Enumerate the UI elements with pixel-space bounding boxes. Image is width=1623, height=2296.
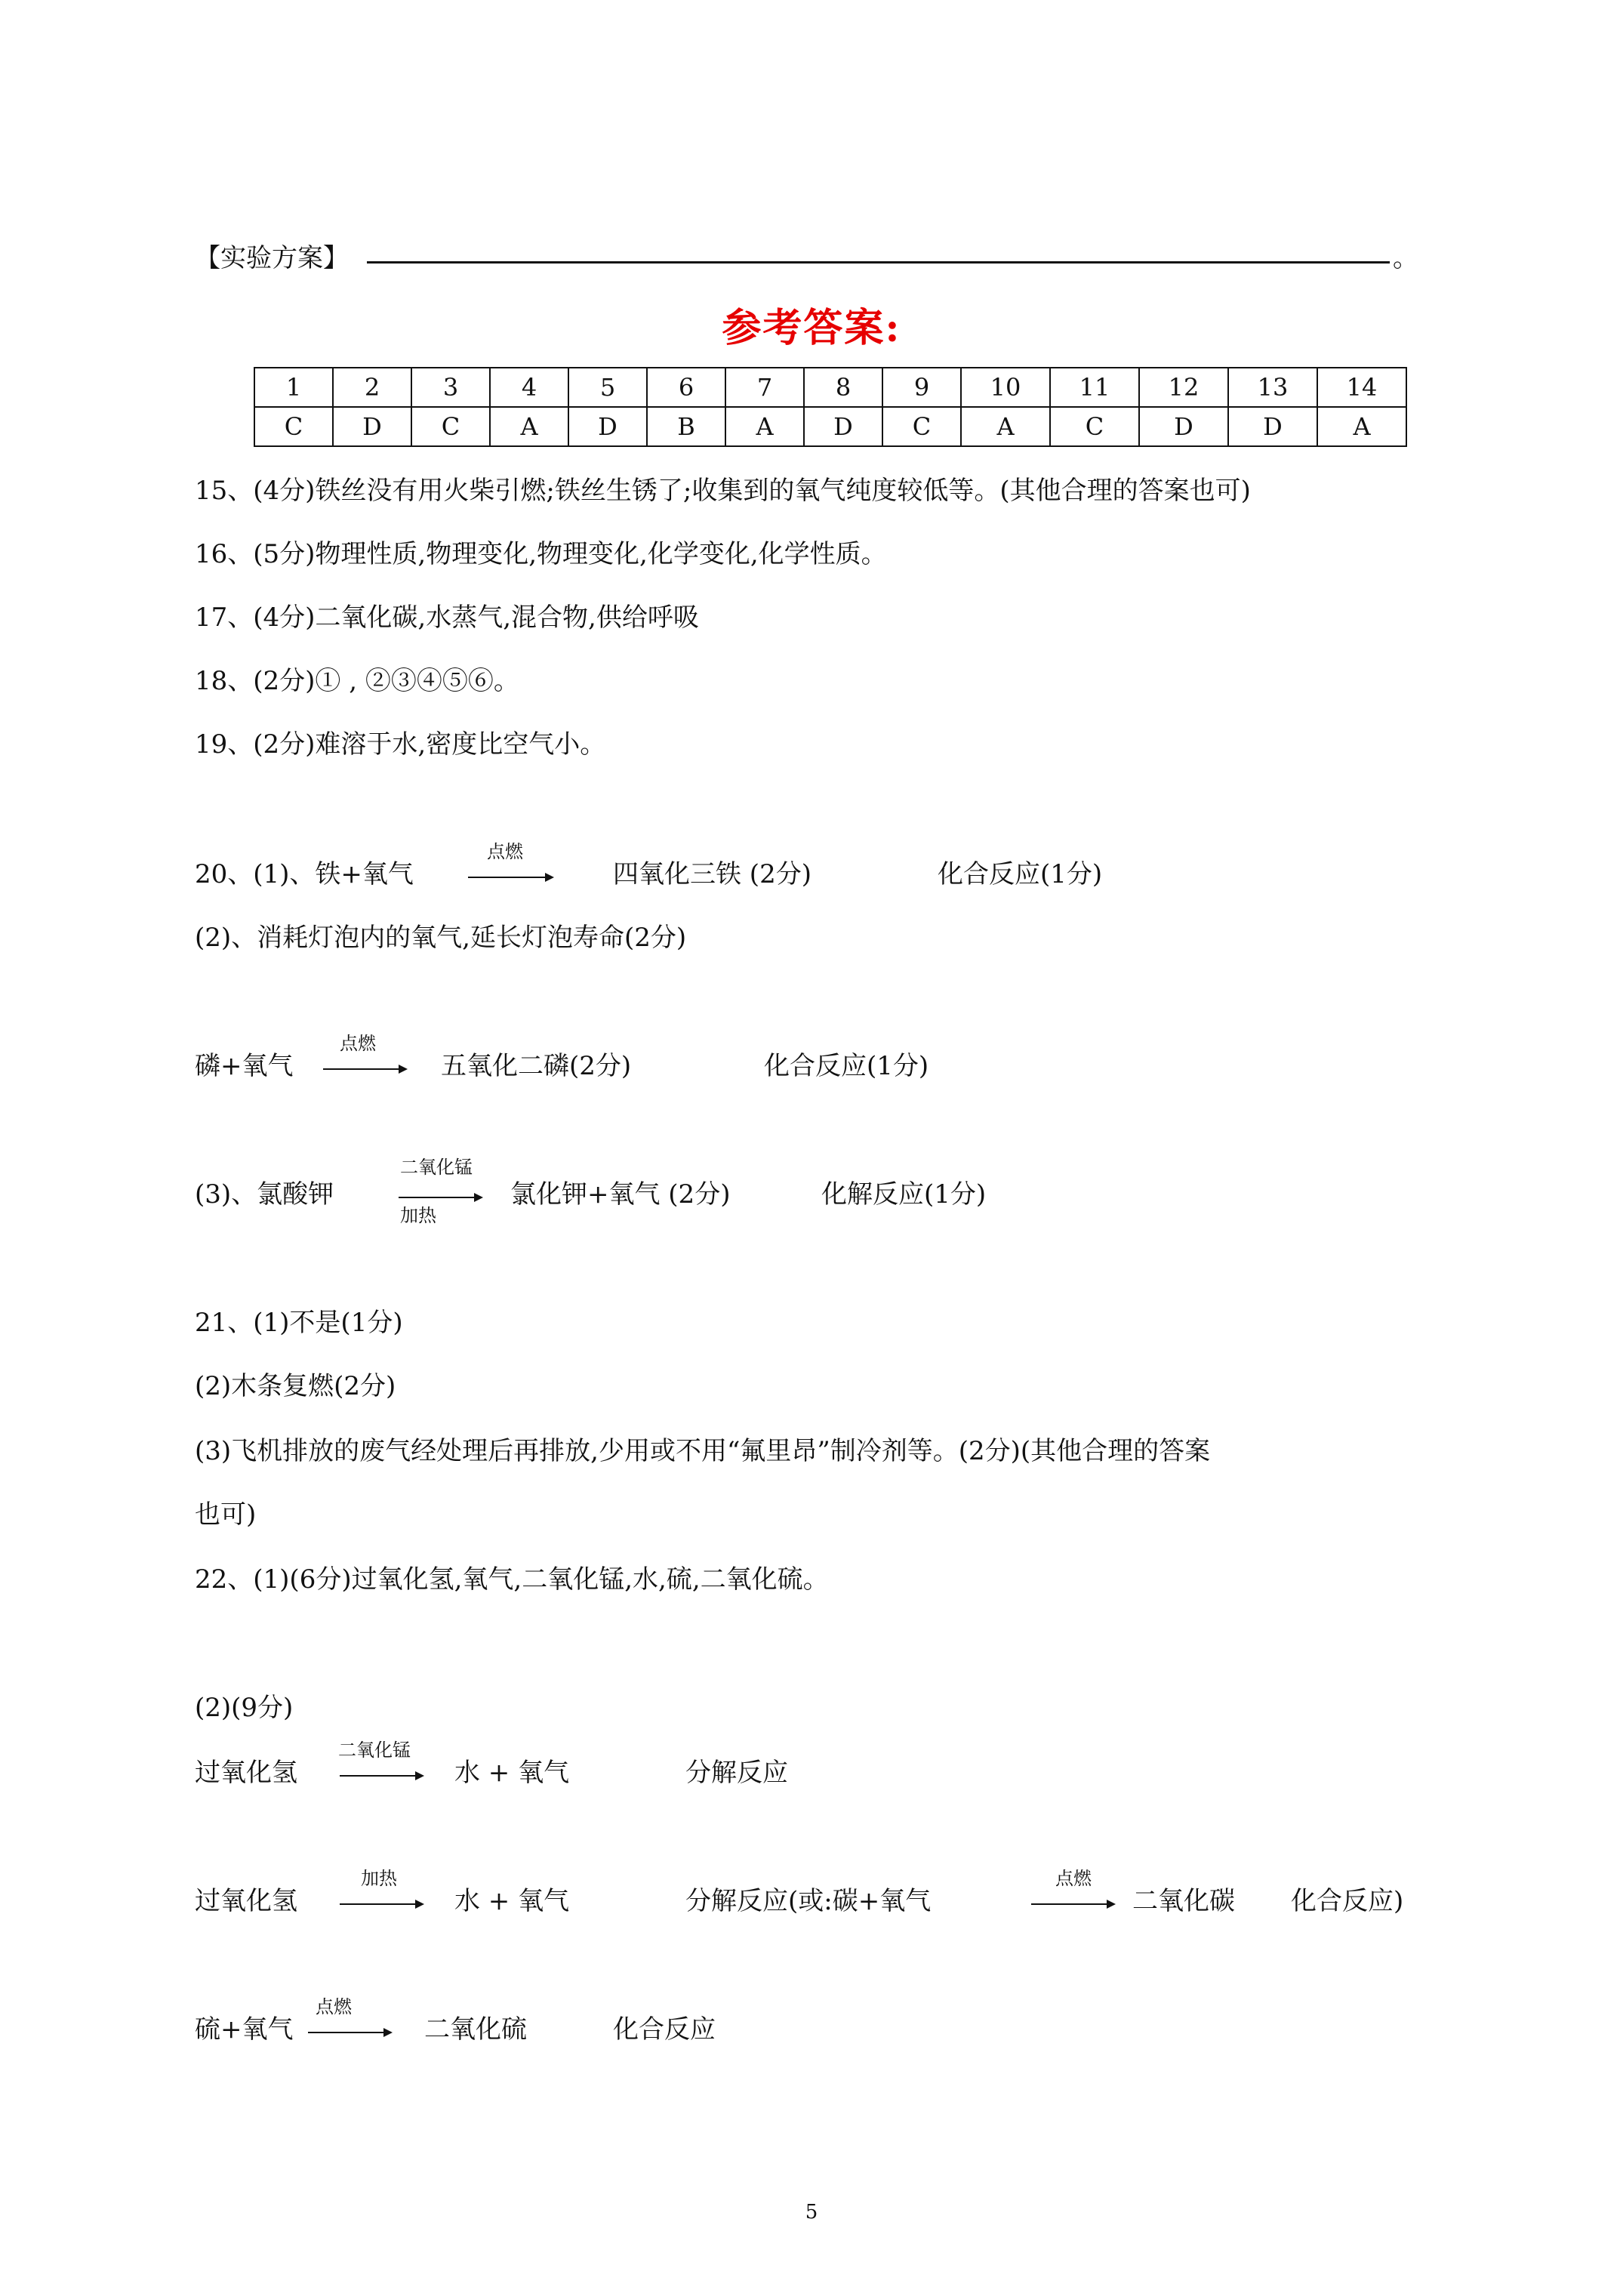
reaction-1-type: 分解反应	[685, 1758, 788, 1788]
answer-20-line3-reactants: 磷+氧气	[195, 1051, 294, 1081]
answer-19: 19、(2分)难溶于水,密度比空气小。	[195, 729, 606, 760]
answer-title: 参考答案:	[722, 305, 901, 351]
answer-21-line2: (2)木条复燃(2分)	[195, 1371, 396, 1401]
answer-20-line1-product: 四氧化三铁 (2分)	[613, 859, 812, 889]
answer-21-line1: 21、(1)不是(1分)	[195, 1308, 403, 1338]
answer-20-line4-type: 化解反应(1分)	[821, 1179, 987, 1210]
table-cell: 12	[1139, 368, 1228, 407]
reaction-condition: 二氧化锰	[338, 1740, 411, 1761]
table-cell: D	[804, 407, 882, 446]
answer-20-line1-reactants: 20、(1)、铁+氧气	[195, 859, 414, 889]
reaction-2-reactants: 过氧化氢	[195, 1886, 297, 1916]
reaction-arrow-icon	[468, 877, 553, 878]
plan-label: 【实验方案】	[195, 243, 349, 273]
table-cell: B	[647, 407, 725, 446]
reaction-arrow-icon	[340, 1775, 423, 1777]
reaction-3-type: 化合反应	[613, 2014, 716, 2045]
reaction-condition: 点燃	[1055, 1868, 1092, 1889]
answer-20-line2: (2)、消耗灯泡内的氧气,延长灯泡寿命(2分)	[195, 923, 687, 953]
table-cell: 8	[804, 368, 882, 407]
reaction-2-alt-product: 二氧化碳	[1132, 1886, 1235, 1916]
reaction-1-products: 水 + 氧气	[454, 1758, 570, 1788]
reaction-2-alt-type: 化合反应)	[1291, 1886, 1404, 1916]
reaction-condition: 点燃	[487, 841, 523, 862]
answer-22-line1: 22、(1)(6分)过氧化氢,氧气,二氧化锰,水,硫,二氧化硫。	[195, 1564, 829, 1595]
reaction-condition: 点燃	[316, 1996, 352, 2017]
table-cell: 14	[1317, 368, 1406, 407]
table-cell: A	[725, 407, 804, 446]
answer-20-line4-reactants: (3)、氯酸钾	[195, 1179, 334, 1210]
answer-16: 16、(5分)物理性质,物理变化,物理变化,化学变化,化学性质。	[195, 539, 887, 569]
answer-20-line4-product: 氯化钾+氧气 (2分)	[510, 1179, 731, 1210]
reaction-2-products: 水 + 氧气	[454, 1886, 570, 1916]
answer-20-line3-product: 五氧化二磷(2分)	[441, 1051, 632, 1081]
page-number: 5	[805, 2201, 818, 2224]
table-cell: 11	[1050, 368, 1139, 407]
reaction-2-type: 分解反应(或:碳+氧气	[685, 1886, 932, 1916]
table-cell: C	[1050, 407, 1139, 446]
answer-22-line2: (2)(9分)	[195, 1693, 294, 1723]
table-cell: 1	[254, 368, 333, 407]
answer-21-line3: (3)飞机排放的废气经处理后再排放,少用或不用“氟里昂”制冷剂等。(2分)(其他合理的答案	[195, 1436, 1211, 1466]
table-cell: 9	[882, 368, 961, 407]
reaction-1-reactants: 过氧化氢	[195, 1758, 297, 1788]
table-cell: C	[882, 407, 961, 446]
table-cell: D	[1139, 407, 1228, 446]
answer-21-line4: 也可)	[195, 1499, 257, 1530]
table-cell: A	[961, 407, 1050, 446]
reaction-condition: 加热	[361, 1868, 397, 1889]
table-cell: 6	[647, 368, 725, 407]
reaction-arrow-icon	[1031, 1903, 1114, 1905]
table-cell: D	[333, 407, 411, 446]
reaction-condition-heat: 加热	[400, 1205, 436, 1226]
reaction-arrow-icon	[340, 1903, 423, 1905]
reaction-arrow-icon	[399, 1197, 482, 1198]
table-cell: 7	[725, 368, 804, 407]
reaction-arrow-icon	[308, 2032, 391, 2033]
answer-20-line1-type: 化合反应(1分)	[938, 859, 1103, 889]
table-cell: 4	[490, 368, 568, 407]
answer-table	[254, 367, 1407, 447]
reaction-condition-catalyst: 二氧化锰	[400, 1157, 473, 1178]
table-cell: 2	[333, 368, 411, 407]
table-row-answers	[254, 407, 1406, 446]
table-cell: A	[490, 407, 568, 446]
table-cell: C	[254, 407, 333, 446]
answer-20-line3-type: 化合反应(1分)	[764, 1051, 929, 1081]
table-cell: 13	[1228, 368, 1317, 407]
table-cell: D	[1228, 407, 1317, 446]
reaction-3-reactants: 硫+氧气	[195, 2014, 294, 2045]
reaction-arrow-icon	[323, 1068, 406, 1070]
table-cell: A	[1317, 407, 1406, 446]
answer-17: 17、(4分)二氧化碳,水蒸气,混合物,供给呼吸	[195, 603, 699, 633]
plan-answer-line	[367, 261, 1390, 264]
table-cell: D	[568, 407, 647, 446]
table-row-numbers	[254, 368, 1406, 407]
table-cell: 10	[961, 368, 1050, 407]
table-cell: 5	[568, 368, 647, 407]
answer-15: 15、(4分)铁丝没有用火柴引燃;铁丝生锈了;收集到的氧气纯度较低等。(其他合理的答案也可)	[195, 476, 1251, 506]
table-cell: C	[411, 407, 490, 446]
table-cell: 3	[411, 368, 490, 407]
answer-18: 18、(2分)① , ②③④⑤⑥。	[195, 666, 519, 696]
plan-end-mark: 。	[1393, 243, 1418, 273]
reaction-condition: 点燃	[340, 1033, 376, 1054]
reaction-3-product: 二氧化硫	[424, 2014, 527, 2045]
